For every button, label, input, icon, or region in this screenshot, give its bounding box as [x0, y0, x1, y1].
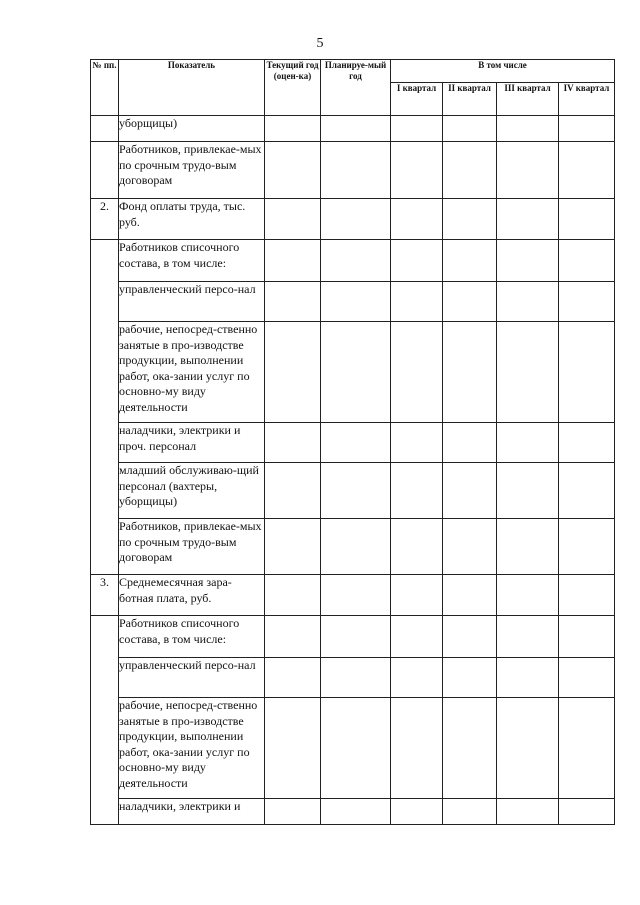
cell-q3[interactable] [497, 423, 559, 463]
table-row [91, 199, 615, 240]
row-num [91, 142, 119, 199]
cell-q1[interactable] [391, 142, 443, 199]
indicators-table [90, 59, 615, 825]
header-quarter-3: III квартал [497, 83, 559, 116]
table-row [91, 116, 615, 142]
cell-q3[interactable] [497, 116, 559, 142]
cell-current-year[interactable] [265, 116, 321, 142]
cell-q2[interactable] [443, 116, 497, 142]
cell-q4[interactable] [559, 463, 615, 519]
header-quarter-2: II квартал [443, 83, 497, 116]
cell-q3[interactable] [497, 519, 559, 575]
table-row [91, 519, 615, 575]
header-num: № пп. [91, 60, 119, 116]
cell-q2[interactable] [443, 199, 497, 240]
cell-q1[interactable] [391, 616, 443, 658]
row-name: Работников, привлекае-мых по срочным трудо-вым договорам [119, 519, 265, 575]
cell-q2[interactable] [443, 698, 497, 799]
table-body [91, 116, 615, 825]
row-num [91, 240, 119, 575]
row-name: наладчики, электрики и [119, 799, 265, 825]
cell-q4[interactable] [559, 616, 615, 658]
table-row [91, 240, 615, 282]
header-quarter-1: I квартал [391, 83, 443, 116]
cell-q3[interactable] [497, 322, 559, 423]
table-row [91, 658, 615, 698]
cell-current-year[interactable] [265, 575, 321, 616]
row-name: младший обслуживаю-щий персонал (вахтеры, уборщицы) [119, 463, 265, 519]
table-row [91, 322, 615, 423]
cell-q3[interactable] [497, 575, 559, 616]
header-quarter-4: IV квартал [559, 83, 615, 116]
row-name: уборщицы) [119, 116, 265, 142]
cell-current-year[interactable] [265, 199, 321, 240]
row-name: управленческий персо-нал [119, 658, 265, 698]
cell-planned-year[interactable] [321, 240, 391, 282]
cell-q3[interactable] [497, 616, 559, 658]
cell-q1[interactable] [391, 463, 443, 519]
cell-q4[interactable] [559, 142, 615, 199]
cell-current-year[interactable] [265, 463, 321, 519]
cell-q4[interactable] [559, 282, 615, 322]
row-name: Работников списочного состава, в том числе: [119, 240, 265, 282]
cell-q2[interactable] [443, 616, 497, 658]
cell-planned-year[interactable] [321, 658, 391, 698]
cell-q1[interactable] [391, 575, 443, 616]
row-name: Фонд оплаты труда, тыс. руб. [119, 199, 265, 240]
cell-q1[interactable] [391, 799, 443, 825]
cell-planned-year[interactable] [321, 519, 391, 575]
row-num: 2. [91, 199, 119, 240]
row-name: Работников списочного состава, в том числе: [119, 616, 265, 658]
cell-current-year[interactable] [265, 322, 321, 423]
cell-q3[interactable] [497, 463, 559, 519]
table-row [91, 463, 615, 519]
cell-current-year[interactable] [265, 142, 321, 199]
cell-q3[interactable] [497, 698, 559, 799]
table-row [91, 142, 615, 199]
cell-planned-year[interactable] [321, 423, 391, 463]
cell-q2[interactable] [443, 282, 497, 322]
cell-current-year[interactable] [265, 423, 321, 463]
table-row [91, 799, 615, 825]
cell-q2[interactable] [443, 658, 497, 698]
cell-q1[interactable] [391, 423, 443, 463]
cell-current-year[interactable] [265, 698, 321, 799]
cell-current-year[interactable] [265, 282, 321, 322]
row-name: рабочие, непосред-ственно занятые в про-изводстве продукции, выполнении работ, ока-зании услуг по основно-му виду деятельности [119, 698, 265, 799]
cell-q1[interactable] [391, 698, 443, 799]
cell-planned-year[interactable] [321, 575, 391, 616]
cell-q4[interactable] [559, 240, 615, 282]
cell-q2[interactable] [443, 575, 497, 616]
cell-q1[interactable] [391, 116, 443, 142]
cell-q4[interactable] [559, 519, 615, 575]
header-indicator: Показатель [119, 60, 265, 116]
cell-planned-year[interactable] [321, 463, 391, 519]
cell-q2[interactable] [443, 142, 497, 199]
table-row [91, 698, 615, 799]
cell-q4[interactable] [559, 698, 615, 799]
cell-q4[interactable] [559, 199, 615, 240]
header-including: В том числе [391, 60, 615, 83]
cell-current-year[interactable] [265, 616, 321, 658]
cell-q4[interactable] [559, 575, 615, 616]
cell-q2[interactable] [443, 519, 497, 575]
cell-planned-year[interactable] [321, 322, 391, 423]
cell-q1[interactable] [391, 282, 443, 322]
header-current-year: Текущий год (оцен-ка) [265, 60, 321, 116]
row-name: рабочие, непосред-ственно занятые в про-изводстве продукции, выполнении работ, ока-зании услуг по основно-му виду деятельности [119, 322, 265, 423]
page-number: 5 [316, 36, 324, 51]
cell-q2[interactable] [443, 423, 497, 463]
row-name: наладчики, электрики и проч. персонал [119, 423, 265, 463]
row-name: Работников, привлекае-мых по срочным трудо-вым договорам [119, 142, 265, 199]
cell-planned-year[interactable] [321, 616, 391, 658]
table-row [91, 575, 615, 616]
cell-q3[interactable] [497, 658, 559, 698]
cell-planned-year[interactable] [321, 199, 391, 240]
table-row [91, 423, 615, 463]
cell-q3[interactable] [497, 282, 559, 322]
cell-planned-year[interactable] [321, 142, 391, 199]
cell-q3[interactable] [497, 142, 559, 199]
cell-planned-year[interactable] [321, 799, 391, 825]
cell-q4[interactable] [559, 799, 615, 825]
cell-current-year[interactable] [265, 519, 321, 575]
cell-q4[interactable] [559, 116, 615, 142]
cell-q2[interactable] [443, 322, 497, 423]
cell-q4[interactable] [559, 658, 615, 698]
cell-q1[interactable] [391, 199, 443, 240]
cell-q1[interactable] [391, 519, 443, 575]
cell-q3[interactable] [497, 199, 559, 240]
cell-q1[interactable] [391, 240, 443, 282]
cell-q1[interactable] [391, 322, 443, 423]
cell-q2[interactable] [443, 463, 497, 519]
cell-current-year[interactable] [265, 658, 321, 698]
cell-planned-year[interactable] [321, 282, 391, 322]
cell-q1[interactable] [391, 658, 443, 698]
row-num [91, 116, 119, 142]
cell-q3[interactable] [497, 240, 559, 282]
cell-q4[interactable] [559, 322, 615, 423]
table-row [91, 282, 615, 322]
table-row [91, 616, 615, 658]
cell-q2[interactable] [443, 240, 497, 282]
header-planned-year: Планируе-мый год [321, 60, 391, 116]
row-name: Среднемесячная зара-ботная плата, руб. [119, 575, 265, 616]
cell-planned-year[interactable] [321, 116, 391, 142]
row-num: 3. [91, 575, 119, 616]
row-name: управленческий персо-нал [119, 282, 265, 322]
cell-q4[interactable] [559, 423, 615, 463]
cell-q3[interactable] [497, 799, 559, 825]
cell-planned-year[interactable] [321, 698, 391, 799]
cell-current-year[interactable] [265, 240, 321, 282]
row-num [91, 616, 119, 825]
cell-current-year[interactable] [265, 799, 321, 825]
cell-q2[interactable] [443, 799, 497, 825]
